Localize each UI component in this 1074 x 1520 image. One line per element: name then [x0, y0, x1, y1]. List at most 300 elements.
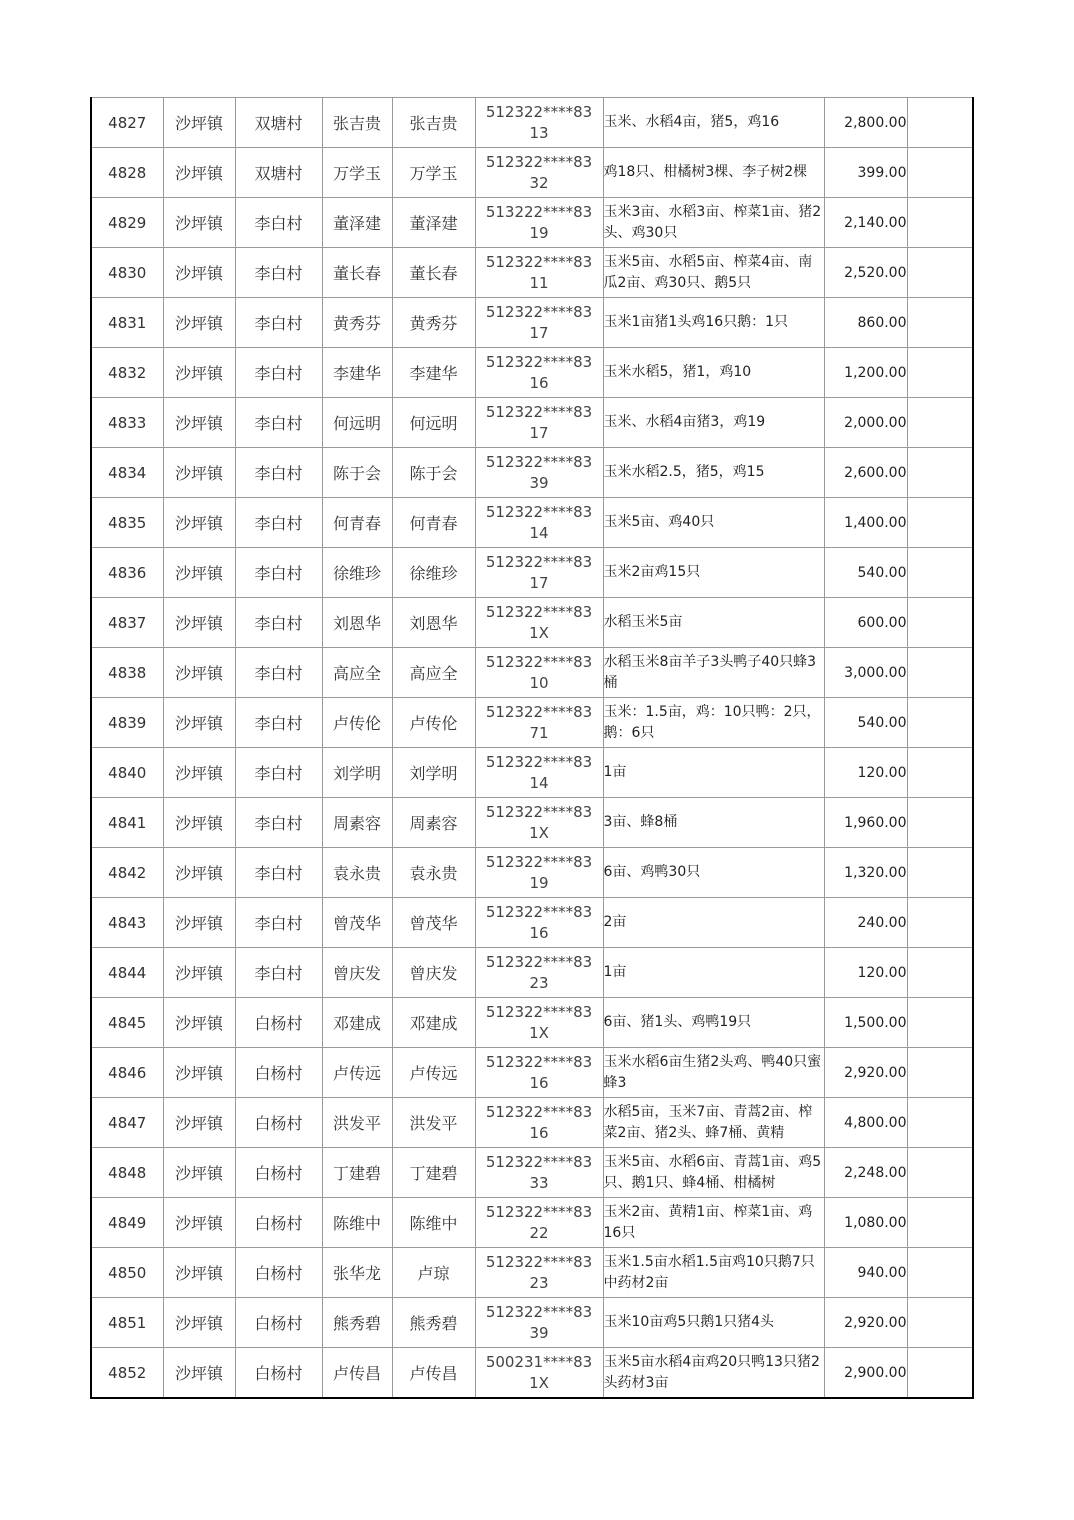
id-number-line2: 16: [529, 923, 549, 942]
id-number-line2: 14: [529, 773, 549, 792]
serial-number-cell: 4828: [91, 148, 163, 198]
village-cell: 双塘村: [235, 148, 322, 198]
household-name-cell: 万学玉: [322, 148, 392, 198]
id-number-line2: 71: [529, 723, 549, 742]
id-number-line2: 39: [529, 473, 549, 492]
production-description-cell: [603, 448, 824, 498]
id-number-line1: 512322****83: [485, 902, 593, 921]
id-number-line2: 32: [529, 173, 549, 192]
production-description-cell: [603, 1248, 824, 1298]
amount-cell: 2,520.00: [824, 248, 907, 298]
payee-name-cell: 卢传远: [392, 1048, 475, 1098]
id-number-cell: [475, 148, 603, 198]
id-number-line2: 16: [529, 1073, 549, 1092]
table-row: [91, 298, 973, 348]
production-description-cell: [603, 848, 824, 898]
table-row: [91, 698, 973, 748]
id-number-line1: 512322****83: [485, 702, 593, 721]
production-description-cell: [603, 898, 824, 948]
village-cell: 李白村: [235, 248, 322, 298]
payee-name-cell: 曾庆发: [392, 948, 475, 998]
table-row: [91, 748, 973, 798]
id-number-line1: 512322****83: [485, 1252, 593, 1271]
id-number-line1: 512322****83: [485, 502, 593, 521]
description-text: 玉米1.5亩水稻1.5亩鸡10只鹅7只中药材2亩: [603, 1253, 815, 1291]
village-cell: 白杨村: [235, 1348, 322, 1399]
id-number-cell: [475, 298, 603, 348]
id-number-line1: 512322****83: [485, 952, 593, 971]
serial-number-cell: 4840: [91, 748, 163, 798]
town-cell: 沙坪镇: [163, 198, 235, 248]
payee-name-cell: 邓建成: [392, 998, 475, 1048]
production-description-cell: [603, 348, 824, 398]
household-name-cell: 熊秀碧: [322, 1298, 392, 1348]
remark-cell: [907, 448, 973, 498]
amount-cell: 2,920.00: [824, 1048, 907, 1098]
town-cell: 沙坪镇: [163, 998, 235, 1048]
description-text: 玉米、水稻4亩猪3，鸡19: [603, 414, 766, 430]
serial-number-cell: 4837: [91, 598, 163, 648]
table-row: [91, 1348, 973, 1399]
description-text: 玉米5亩、水稻6亩、青蒿1亩、鸡5只、鹅1只、蜂4桶、柑橘树: [603, 1153, 822, 1191]
remark-cell: [907, 248, 973, 298]
id-number-cell: [475, 898, 603, 948]
id-number-cell: [475, 698, 603, 748]
remark-cell: [907, 148, 973, 198]
village-cell: 李白村: [235, 348, 322, 398]
remark-cell: [907, 548, 973, 598]
serial-number-cell: 4844: [91, 948, 163, 998]
town-cell: 沙坪镇: [163, 148, 235, 198]
town-cell: 沙坪镇: [163, 498, 235, 548]
description-text: 玉米：1.5亩，鸡：10只鸭：2只，鹅：6只: [603, 703, 821, 741]
remark-cell: [907, 1348, 973, 1399]
amount-cell: 1,320.00: [824, 848, 907, 898]
village-cell: 双塘村: [235, 98, 322, 148]
production-description-cell: [603, 248, 824, 298]
id-number-line2: 19: [529, 223, 549, 242]
serial-number-cell: 4835: [91, 498, 163, 548]
id-number-cell: [475, 498, 603, 548]
serial-number-cell: 4838: [91, 648, 163, 698]
household-name-cell: 卢传伦: [322, 698, 392, 748]
town-cell: 沙坪镇: [163, 648, 235, 698]
town-cell: 沙坪镇: [163, 398, 235, 448]
household-name-cell: 何远明: [322, 398, 392, 448]
village-cell: 李白村: [235, 398, 322, 448]
village-cell: 白杨村: [235, 1098, 322, 1148]
remark-cell: [907, 1148, 973, 1198]
town-cell: 沙坪镇: [163, 798, 235, 848]
remark-cell: [907, 198, 973, 248]
id-number-cell: [475, 198, 603, 248]
table-row: [91, 198, 973, 248]
town-cell: 沙坪镇: [163, 898, 235, 948]
table-row: [91, 498, 973, 548]
serial-number-cell: 4827: [91, 98, 163, 148]
household-name-cell: 卢传远: [322, 1048, 392, 1098]
payee-name-cell: 洪发平: [392, 1098, 475, 1148]
payee-name-cell: 卢传伦: [392, 698, 475, 748]
production-description-cell: [603, 498, 824, 548]
id-number-cell: [475, 348, 603, 398]
id-number-cell: [475, 1098, 603, 1148]
remark-cell: [907, 798, 973, 848]
payee-name-cell: 周素容: [392, 798, 475, 848]
amount-cell: 2,248.00: [824, 1148, 907, 1198]
production-description-cell: [603, 98, 824, 148]
id-number-cell: [475, 1248, 603, 1298]
village-cell: 李白村: [235, 648, 322, 698]
id-number-cell: [475, 948, 603, 998]
serial-number-cell: 4851: [91, 1298, 163, 1348]
amount-cell: 540.00: [824, 548, 907, 598]
remark-cell: [907, 1098, 973, 1148]
amount-cell: 1,960.00: [824, 798, 907, 848]
id-number-line1: 512322****83: [485, 302, 593, 321]
description-text: 玉米3亩、水稻3亩、榨菜1亩、猪2头、鸡30只: [603, 203, 822, 241]
household-name-cell: 刘学明: [322, 748, 392, 798]
id-number-cell: [475, 1298, 603, 1348]
village-cell: 白杨村: [235, 998, 322, 1048]
table-row: [91, 398, 973, 448]
household-name-cell: 曾庆发: [322, 948, 392, 998]
table-row: [91, 1298, 973, 1348]
household-name-cell: 何青春: [322, 498, 392, 548]
id-number-cell: [475, 398, 603, 448]
serial-number-cell: 4852: [91, 1348, 163, 1399]
id-number-line2: 17: [529, 323, 549, 342]
table-row: [91, 348, 973, 398]
remark-cell: [907, 1198, 973, 1248]
production-description-cell: [603, 1298, 824, 1348]
household-name-cell: 徐维珍: [322, 548, 392, 598]
village-cell: 白杨村: [235, 1148, 322, 1198]
serial-number-cell: 4843: [91, 898, 163, 948]
amount-cell: 240.00: [824, 898, 907, 948]
id-number-line2: 22: [529, 1223, 549, 1242]
remark-cell: [907, 948, 973, 998]
id-number-line2: 17: [529, 423, 549, 442]
town-cell: 沙坪镇: [163, 248, 235, 298]
table-row: [91, 248, 973, 298]
description-text: 玉米水稻2.5，猪5，鸡15: [603, 464, 765, 480]
household-name-cell: 曾茂华: [322, 898, 392, 948]
village-cell: 李白村: [235, 498, 322, 548]
production-description-cell: [603, 1148, 824, 1198]
id-number-line1: 512322****83: [485, 552, 593, 571]
id-number-line2: 19: [529, 873, 549, 892]
id-number-line1: 512322****83: [485, 752, 593, 771]
description-text: 玉米10亩鸡5只鹅1只猪4头: [603, 1314, 775, 1330]
remark-cell: [907, 698, 973, 748]
description-text: 水稻玉米8亩羊子3头鸭子40只蜂3桶: [603, 653, 817, 691]
description-text: 6亩、鸡鸭30只: [603, 864, 701, 880]
id-number-line2: 11: [529, 273, 549, 292]
id-number-cell: [475, 1148, 603, 1198]
id-number-line1: 512322****83: [485, 802, 593, 821]
id-number-cell: [475, 98, 603, 148]
table-body: [91, 98, 973, 1399]
subsidy-table: [90, 97, 974, 1399]
id-number-line1: 512322****83: [485, 1102, 593, 1121]
town-cell: 沙坪镇: [163, 98, 235, 148]
amount-cell: 3,000.00: [824, 648, 907, 698]
amount-cell: 1,200.00: [824, 348, 907, 398]
id-number-line1: 512322****83: [485, 852, 593, 871]
amount-cell: 540.00: [824, 698, 907, 748]
id-number-line1: 512322****83: [485, 252, 593, 271]
id-number-cell: [475, 1348, 603, 1399]
remark-cell: [907, 1298, 973, 1348]
table-row: [91, 948, 973, 998]
production-description-cell: [603, 1098, 824, 1148]
village-cell: 李白村: [235, 948, 322, 998]
table-row: [91, 548, 973, 598]
id-number-line1: 512322****83: [485, 402, 593, 421]
production-description-cell: [603, 798, 824, 848]
production-description-cell: [603, 1198, 824, 1248]
description-text: 水稻5亩，玉米7亩、青蒿2亩、榨菜2亩、猪2头、蜂7桶、黄精: [603, 1103, 813, 1141]
description-text: 玉米水稻6亩生猪2头鸡、鸭40只蜜蜂3: [603, 1053, 822, 1091]
id-number-line1: 512322****83: [485, 1202, 593, 1221]
amount-cell: 2,600.00: [824, 448, 907, 498]
remark-cell: [907, 648, 973, 698]
payee-name-cell: 张吉贵: [392, 98, 475, 148]
serial-number-cell: 4849: [91, 1198, 163, 1248]
production-description-cell: [603, 1048, 824, 1098]
id-number-line2: 33: [529, 1173, 549, 1192]
amount-cell: 399.00: [824, 148, 907, 198]
id-number-line1: 512322****83: [485, 1302, 593, 1321]
id-number-cell: [475, 848, 603, 898]
household-name-cell: 陈维中: [322, 1198, 392, 1248]
payee-name-cell: 卢传昌: [392, 1348, 475, 1399]
table-row: [91, 1048, 973, 1098]
remark-cell: [907, 348, 973, 398]
amount-cell: 2,800.00: [824, 98, 907, 148]
household-name-cell: 周素容: [322, 798, 392, 848]
town-cell: 沙坪镇: [163, 1048, 235, 1098]
town-cell: 沙坪镇: [163, 448, 235, 498]
production-description-cell: [603, 198, 824, 248]
description-text: 水稻玉米5亩: [603, 614, 683, 630]
village-cell: 李白村: [235, 448, 322, 498]
town-cell: 沙坪镇: [163, 298, 235, 348]
payee-name-cell: 曾茂华: [392, 898, 475, 948]
payee-name-cell: 袁永贵: [392, 848, 475, 898]
id-number-line1: 512322****83: [485, 102, 593, 121]
serial-number-cell: 4834: [91, 448, 163, 498]
amount-cell: 1,400.00: [824, 498, 907, 548]
serial-number-cell: 4845: [91, 998, 163, 1048]
town-cell: 沙坪镇: [163, 598, 235, 648]
id-number-line1: 512322****83: [485, 152, 593, 171]
serial-number-cell: 4847: [91, 1098, 163, 1148]
serial-number-cell: 4831: [91, 298, 163, 348]
remark-cell: [907, 598, 973, 648]
village-cell: 李白村: [235, 548, 322, 598]
town-cell: 沙坪镇: [163, 1348, 235, 1399]
id-number-line1: 512322****83: [485, 1152, 593, 1171]
village-cell: 李白村: [235, 848, 322, 898]
table-row: [91, 648, 973, 698]
id-number-cell: [475, 598, 603, 648]
id-number-line2: 1X: [529, 823, 549, 842]
payee-name-cell: 陈维中: [392, 1198, 475, 1248]
payee-name-cell: 李建华: [392, 348, 475, 398]
id-number-line1: 512322****83: [485, 452, 593, 471]
serial-number-cell: 4829: [91, 198, 163, 248]
household-name-cell: 张华龙: [322, 1248, 392, 1298]
town-cell: 沙坪镇: [163, 748, 235, 798]
village-cell: 白杨村: [235, 1248, 322, 1298]
table-row: [91, 848, 973, 898]
town-cell: 沙坪镇: [163, 1248, 235, 1298]
serial-number-cell: 4841: [91, 798, 163, 848]
town-cell: 沙坪镇: [163, 1098, 235, 1148]
serial-number-cell: 4842: [91, 848, 163, 898]
table-row: [91, 1148, 973, 1198]
id-number-line1: 512322****83: [485, 602, 593, 621]
amount-cell: 1,500.00: [824, 998, 907, 1048]
serial-number-cell: 4832: [91, 348, 163, 398]
serial-number-cell: 4848: [91, 1148, 163, 1198]
production-description-cell: [603, 148, 824, 198]
payee-name-cell: 刘恩华: [392, 598, 475, 648]
remark-cell: [907, 1248, 973, 1298]
town-cell: 沙坪镇: [163, 1198, 235, 1248]
id-number-cell: [475, 1198, 603, 1248]
household-name-cell: 洪发平: [322, 1098, 392, 1148]
serial-number-cell: 4850: [91, 1248, 163, 1298]
payee-name-cell: 董长春: [392, 248, 475, 298]
production-description-cell: [603, 948, 824, 998]
household-name-cell: 陈于会: [322, 448, 392, 498]
village-cell: 李白村: [235, 748, 322, 798]
amount-cell: 120.00: [824, 748, 907, 798]
payee-name-cell: 何青春: [392, 498, 475, 548]
serial-number-cell: 4833: [91, 398, 163, 448]
table-row: [91, 998, 973, 1048]
id-number-line1: 500231****83: [485, 1352, 593, 1371]
amount-cell: 2,000.00: [824, 398, 907, 448]
serial-number-cell: 4839: [91, 698, 163, 748]
household-name-cell: 董长春: [322, 248, 392, 298]
id-number-line2: 13: [529, 123, 549, 142]
town-cell: 沙坪镇: [163, 1298, 235, 1348]
production-description-cell: [603, 1348, 824, 1399]
village-cell: 李白村: [235, 598, 322, 648]
id-number-line1: 512322****83: [485, 652, 593, 671]
payee-name-cell: 黄秀芬: [392, 298, 475, 348]
amount-cell: 940.00: [824, 1248, 907, 1298]
description-text: 6亩、猪1头、鸡鸭19只: [603, 1014, 752, 1030]
serial-number-cell: 4846: [91, 1048, 163, 1098]
id-number-line2: 23: [529, 1273, 549, 1292]
production-description-cell: [603, 998, 824, 1048]
description-text: 玉米2亩、黄精1亩、榨菜1亩、鸡16只: [603, 1203, 813, 1241]
id-number-line2: 1X: [529, 1023, 549, 1042]
village-cell: 白杨村: [235, 1048, 322, 1098]
id-number-line2: 16: [529, 1123, 549, 1142]
town-cell: 沙坪镇: [163, 548, 235, 598]
id-number-cell: [475, 1048, 603, 1098]
description-text: 1亩: [603, 964, 627, 980]
payee-name-cell: 熊秀碧: [392, 1298, 475, 1348]
serial-number-cell: 4836: [91, 548, 163, 598]
payee-name-cell: 丁建碧: [392, 1148, 475, 1198]
payee-name-cell: 高应全: [392, 648, 475, 698]
village-cell: 白杨村: [235, 1298, 322, 1348]
id-number-line2: 23: [529, 973, 549, 992]
id-number-line1: 512322****83: [485, 1002, 593, 1021]
table-row: [91, 1198, 973, 1248]
town-cell: 沙坪镇: [163, 1148, 235, 1198]
serial-number-cell: 4830: [91, 248, 163, 298]
table-row: [91, 448, 973, 498]
town-cell: 沙坪镇: [163, 948, 235, 998]
table-row: [91, 898, 973, 948]
household-name-cell: 袁永贵: [322, 848, 392, 898]
remark-cell: [907, 498, 973, 548]
household-name-cell: 卢传昌: [322, 1348, 392, 1399]
id-number-cell: [475, 798, 603, 848]
production-description-cell: [603, 398, 824, 448]
description-text: 玉米2亩鸡15只: [603, 564, 701, 580]
table-row: [91, 148, 973, 198]
payee-name-cell: 刘学明: [392, 748, 475, 798]
id-number-line2: 39: [529, 1323, 549, 1342]
production-description-cell: [603, 548, 824, 598]
table-row: [91, 1098, 973, 1148]
description-text: 玉米5亩、水稻5亩、榨菜4亩、南瓜2亩、鸡30只、鹅5只: [603, 253, 813, 291]
production-description-cell: [603, 298, 824, 348]
amount-cell: 2,920.00: [824, 1298, 907, 1348]
id-number-line1: 512322****83: [485, 1052, 593, 1071]
payee-name-cell: 董泽建: [392, 198, 475, 248]
household-name-cell: 丁建碧: [322, 1148, 392, 1198]
id-number-line1: 513222****83: [485, 202, 593, 221]
amount-cell: 4,800.00: [824, 1098, 907, 1148]
village-cell: 李白村: [235, 798, 322, 848]
id-number-cell: [475, 248, 603, 298]
description-text: 鸡18只、柑橘树3棵、李子树2棵: [603, 164, 808, 180]
remark-cell: [907, 898, 973, 948]
description-text: 玉米、水稻4亩，猪5，鸡16: [603, 114, 780, 130]
household-name-cell: 邓建成: [322, 998, 392, 1048]
description-text: 玉米1亩猪1头鸡16只鹅：1只: [603, 314, 789, 330]
id-number-cell: [475, 998, 603, 1048]
id-number-line2: 1X: [529, 623, 549, 642]
remark-cell: [907, 998, 973, 1048]
id-number-cell: [475, 448, 603, 498]
village-cell: 李白村: [235, 298, 322, 348]
amount-cell: 600.00: [824, 598, 907, 648]
id-number-cell: [475, 748, 603, 798]
table-row: [91, 598, 973, 648]
remark-cell: [907, 748, 973, 798]
description-text: 3亩、蜂8桶: [603, 814, 678, 830]
village-cell: 李白村: [235, 198, 322, 248]
village-cell: 李白村: [235, 898, 322, 948]
amount-cell: 2,900.00: [824, 1348, 907, 1399]
amount-cell: 2,140.00: [824, 198, 907, 248]
remark-cell: [907, 298, 973, 348]
production-description-cell: [603, 748, 824, 798]
description-text: 2亩: [603, 914, 627, 930]
remark-cell: [907, 848, 973, 898]
